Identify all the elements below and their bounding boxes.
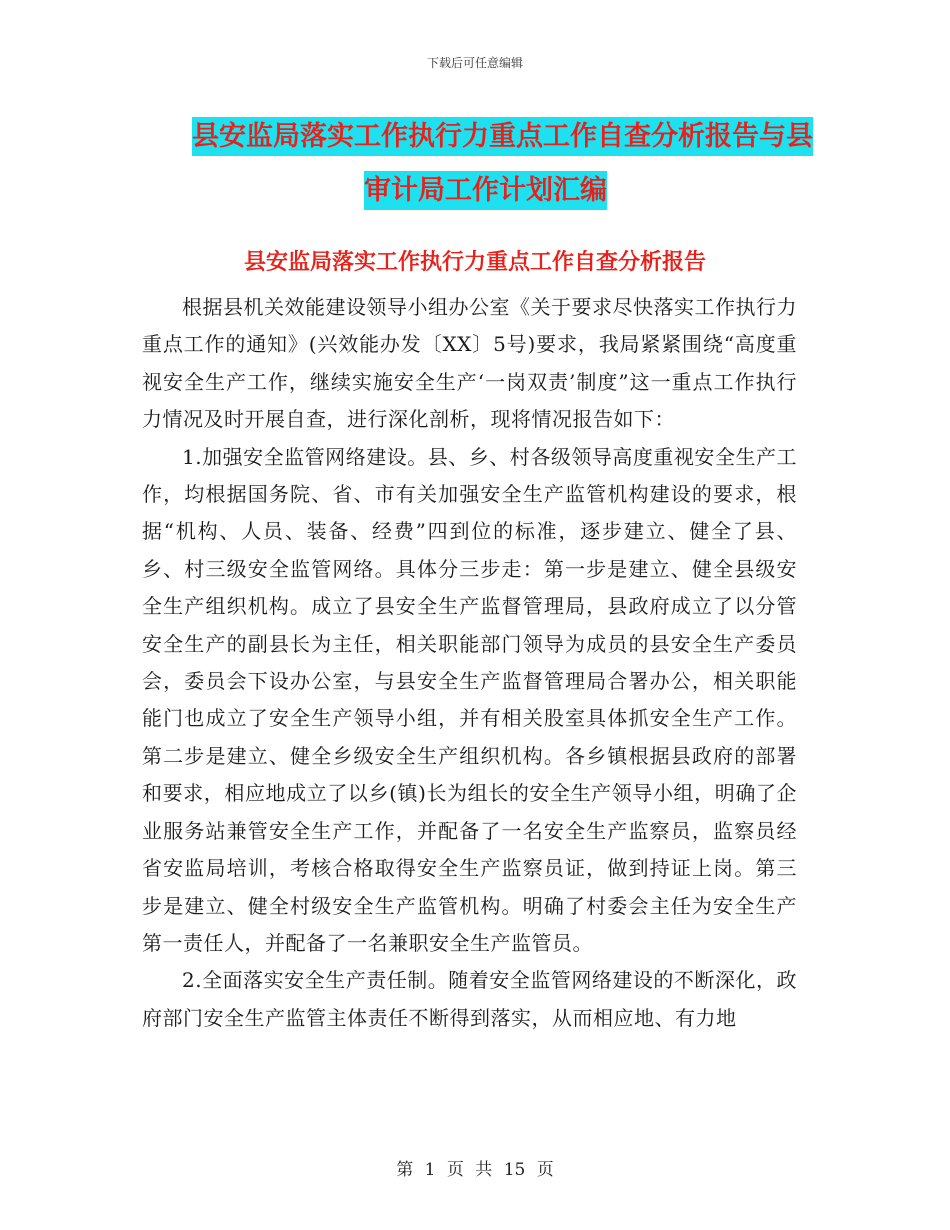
page-footer: 第 1 页 共 15 页 <box>396 1160 554 1180</box>
header-note: 下载后可任意编辑 <box>426 56 523 70</box>
document-title-line1 <box>150 110 830 164</box>
section-title: 县安监局落实工作执行力重点工作自查分析报告 <box>243 249 706 275</box>
paragraph-item-2: 2.全面落实安全生产责任制。随着安全监管网络建设的不断深化，政府部门安全生产监管主体责任不断得到落实，从而相应地、有力地 <box>142 968 797 1030</box>
document-title-line2 <box>150 164 830 218</box>
title-highlight-1: 县安监局落实工作执行力重点工作自查分析报告与县 <box>192 117 813 156</box>
title-highlight-2: 审计局工作计划汇编 <box>364 171 607 210</box>
paragraph-item-1: 1.加强安全监管网络建设。县、乡、村各级领导高度重视安全生产工作，均根据国务院、省、市有关加强安全生产监管机构建设的要求，根据“机构、人员、装备、经费”四到位的标准，逐步建立、健全了县、乡、村三级安全监管网络。具体分三步走：第一步是建立、健全县级安全生产组织机构。成立了县安全生产监督管理局，县政府成立了以分管安全生产的副县长为主任，相关职能部门领导为成员的县安全生产委员会，委员会下设办公室，与县安全生产监督管理局合署办公，相关职能能门也成立了安全生产领导小组，并有相关股室具体抓安全生产工作。第二步是建立、健全乡级安全生产组织机构。各乡镇根据县政府的部署和要求，相应地成立了以乡(镇)长为组长的安全生产领导小组，明确了企业服务站兼管安全生产工作，并配备了一名安全生产监察员，监察员经省安监局培训，考核合格取得安全生产监察员证，做到持证上岗。第三步是建立、健全村级安全生产监管机构。明确了村委会主任为安全生产第一责任人，并配备了一名兼职安全生产监管员。 <box>142 444 797 955</box>
body-text <box>142 289 797 1037</box>
document-title <box>150 110 830 218</box>
paragraph-intro: 根据县机关效能建设领导小组办公室《关于要求尽快落实工作执行力重点工作的通知》(兴效能办发〔XX〕5号)要求，我局紧紧围绕“高度重视安全生产工作，继续实施安全生产‘一岗双责’制度”这一重点工作执行力情况及时开展自查，进行深化剖析，现将情况报告如下： <box>142 295 797 432</box>
